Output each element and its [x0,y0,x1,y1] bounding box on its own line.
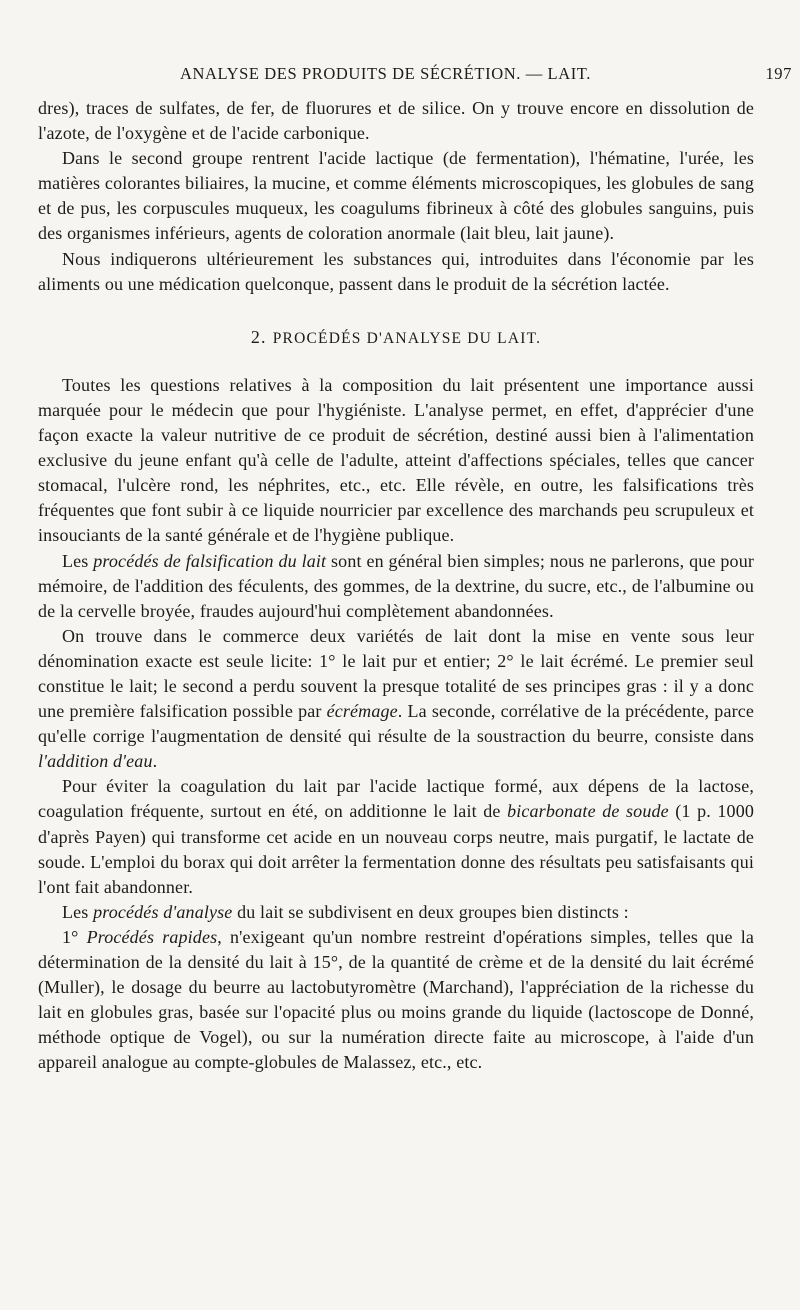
paragraph [38,373,754,549]
page-number: 197 [765,64,792,83]
paragraph [38,774,754,899]
paragraph-text: , n'exigeant qu'un nombre restreint d'opérations simples, telles que la détermination de la densité du lait à 15°, de la quantité de crème et de la densité du lait écrémé (Muller), le dosage du beurre au lactobutyromètre (Marchand), l'appréciation de la richesse du lait en globules gras, basée sur l'opacité plus ou moins grande du liquide (lactoscope de Donné, méthode optique de Vogel), ou sur la numération directe faite au microscope, à l'aide d'un appareil analogue au compte-globules de Malassez, etc., etc. [38,926,754,1073]
paragraph-text: Toutes les questions relatives à la composition du lait présentent une importance aussi marquée pour le médecin que pour l'hygiéniste. L'analyse permet, en effet, d'apprécier d'une façon exacte la valeur nutritive de ce produit de sécrétion, destiné aussi bien à l'alimentation exclusive du jeune enfant qu'à celle de l'adulte, atteint d'affections spéciales, telles que cancer stomacal, l'ulcère rond, les néphrites, etc., etc. Elle révèle, en outre, les falsifications très fréquentes que font subir à ce liquide nourricier par excellence des marchands peu scrupuleux et insouciants de la santé générale et de l'hygiène publique. [38,374,754,546]
paragraph [38,247,754,297]
paragraph-text: Pour éviter la coagulation du lait par l'acide lactique formé, aux dépens de la lactose, coagulation fréquente, surtout en été, on additionne le lait de [38,776,754,822]
paragraph-text: 1° [62,926,87,947]
paragraph [38,549,754,624]
paragraph-text: du lait se subdivisent en deux groupes bien distincts : [232,901,629,922]
emphasis-text: bicarbonate de soude [507,801,669,822]
emphasis-text: écrémage [326,701,398,722]
section-heading [38,325,754,351]
paragraph-text: . La seconde, corrélative de la précédente, parce qu'elle corrige l'augmentation de densité qui résulte de la soustraction du beurre, consiste dans [38,701,754,747]
paragraph [38,900,754,925]
body-text [38,96,754,1075]
paragraph-text: Nous indiquerons ultérieurement les substances qui, introduites dans l'économie par les aliments ou une médication quelconque, passent dans le produit de la sécrétion lactée. [38,248,754,294]
paragraph [38,96,754,146]
running-title: ANALYSE DES PRODUITS DE SÉCRÉTION. — LAIT. [180,64,591,83]
paragraph-text: (1 p. 1000 d'après Payen) qui transforme cet acide en un nouveau corps neutre, mais purgatif, le lactate de soude. L'emploi du borax qui doit arrêter la fermentation donne des résultats peu satisfaisants qui l'ont fait abandonner. [38,801,755,897]
emphasis-text: procédés de falsification du lait [93,550,327,571]
paragraph [38,925,754,1076]
paragraph-text: . [152,751,158,772]
paragraph-text: sont en général bien simples; nous ne parlerons, que pour mémoire, de l'addition des féculents, des gommes, de la dextrine, du sucre, etc., de l'albumine ou de la cervelle broyée, fraudes aujourd'hui complètement abandonnées. [38,550,754,621]
paragraph-text: On trouve dans le commerce deux variétés de lait dont la mise en vente sous leur dénomination exacte est seule licite: 1° le lait pur et entier; 2° le lait écrémé. Le premier seul constitue le lait; le second a perdu souvent la presque totalité de ses principes gras : il y a donc une première falsification possible par [38,625,754,722]
emphasis-text: procédés d'analyse [93,901,233,922]
section-number: 2. [250,326,267,347]
paragraph [38,146,754,246]
section-title: PROCÉDÉS D'ANALYSE DU LAIT. [272,329,542,347]
paragraph-text: Les [62,901,94,922]
paragraph-text: Dans le second groupe rentrent l'acide lactique (de fermentation), l'hématine, l'urée, les matières colorantes biliaires, la mucine, et comme éléments microscopiques, les globules de sang et de pus, les corpuscules muqueux, les coagulums fibrineux à côté des globules sanguins, puis des organismes inférieurs, agents de coloration anormale (lait bleu, lait jaune). [38,148,754,244]
paragraph-text: Les [62,550,94,571]
emphasis-text: Procédés rapides [86,926,218,947]
emphasis-text: l'addition d'eau [38,751,153,772]
paragraph-text: dres), traces de sulfates, de fer, de fluorures et de silice. On y trouve encore en dissolution de l'azote, de l'oxygène et de l'acide carbonique. [38,98,754,144]
paragraph [38,624,754,775]
page-header [40,64,792,88]
